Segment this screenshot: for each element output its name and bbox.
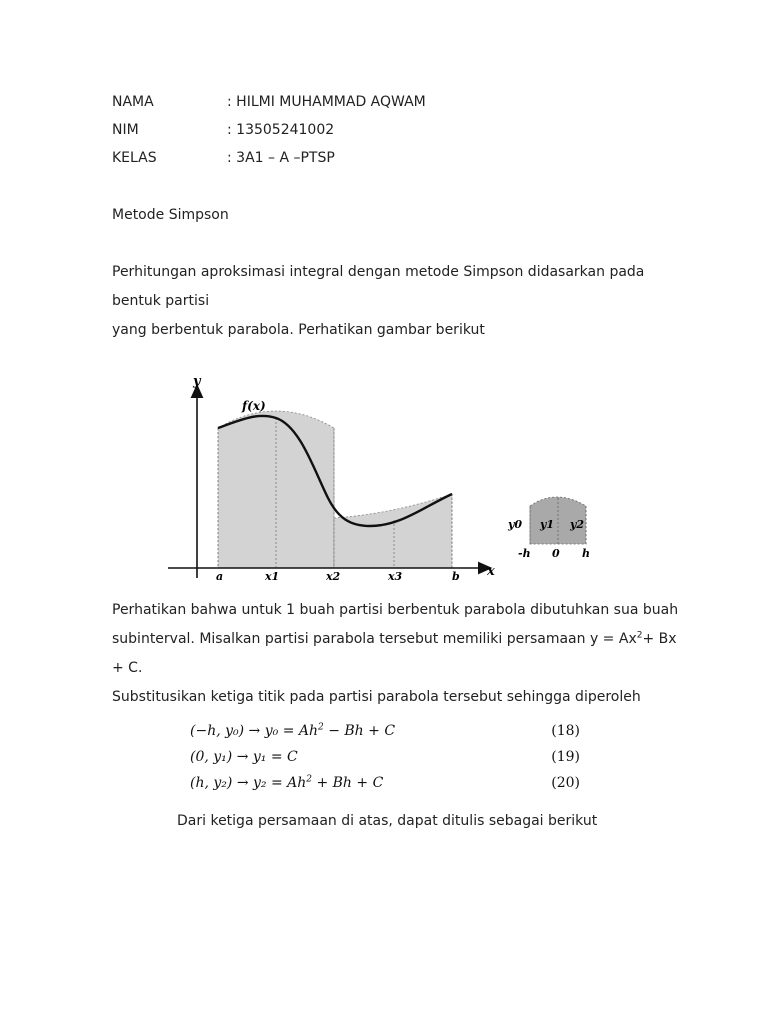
inset-y2: y2 bbox=[570, 518, 585, 531]
intro-line-3: yang berbentuk parabola. Perhatikan gambar berikut bbox=[112, 322, 485, 338]
tick-a: a bbox=[216, 570, 224, 583]
intro-line-2: bentuk partisi bbox=[112, 293, 210, 309]
intro-paragraph bbox=[112, 258, 644, 345]
section-title: Metode Simpson bbox=[112, 207, 229, 223]
curve-label: f(x) bbox=[242, 399, 266, 413]
nama-label: NAMA bbox=[112, 94, 154, 110]
para2-line-1: Perhatikan bahwa untuk 1 buah partisi berbentuk parabola dibutuhkan sua buah bbox=[112, 602, 679, 618]
para2-line-2b: + Bx bbox=[642, 631, 677, 647]
para2-line-3: + C. bbox=[112, 660, 143, 676]
kelas-label: KELAS bbox=[112, 150, 157, 166]
inset-y0: y0 bbox=[508, 518, 523, 531]
equation-20: (h, $y_2) \to y_2 = Ah^2 + Bh + C$ bbox=[190, 774, 384, 791]
inset-y1: y1 bbox=[540, 518, 555, 531]
tick-x3: x3 bbox=[388, 570, 403, 583]
partition-paragraph bbox=[112, 596, 678, 712]
inset-tick-h: h bbox=[582, 547, 590, 560]
closing-sentence: Dari ketiga persamaan di atas, dapat ditulis sebagai berikut bbox=[177, 813, 598, 829]
para2-line-2a: subinterval. Misalkan partisi parabola tersebut memiliki persamaan y = Ax bbox=[112, 631, 637, 647]
nim-label: NIM bbox=[112, 122, 139, 138]
equation-19: (0, y₁) → y₁ = C bbox=[190, 749, 298, 765]
equation-number-20: (20) bbox=[551, 775, 580, 791]
equation-number-18: (18) bbox=[551, 723, 580, 739]
equation-row-20 bbox=[190, 775, 580, 797]
equation-row-18 bbox=[190, 723, 580, 745]
tick-b: b bbox=[452, 570, 460, 583]
para2-line-4: Substitusikan ketiga titik pada partisi parabola tersebut sehingga diperoleh bbox=[112, 689, 641, 705]
kelas-value: : 3A1 – A –PTSP bbox=[227, 150, 335, 166]
nim-value: : 13505241002 bbox=[227, 122, 335, 138]
simpson-figure bbox=[160, 370, 760, 600]
x-axis-label: x bbox=[487, 564, 495, 579]
tick-x2: x2 bbox=[326, 570, 341, 583]
header-block bbox=[112, 94, 512, 184]
nama-value: : HILMI MUHAMMAD AQWAM bbox=[227, 94, 426, 110]
intro-line-1: Perhitungan aproksimasi integral dengan metode Simpson didasarkan pada bbox=[112, 264, 645, 280]
para2-line-2 bbox=[112, 625, 678, 654]
equation-row-19 bbox=[190, 749, 580, 771]
inset-tick-neg-h: -h bbox=[518, 547, 531, 560]
para2-exponent: 2 bbox=[636, 630, 643, 641]
equation-number-19: (19) bbox=[551, 749, 580, 765]
inset-tick-zero: 0 bbox=[552, 547, 560, 560]
tick-x1: x1 bbox=[265, 570, 280, 583]
partition-region-2 bbox=[334, 494, 452, 568]
equation-18: (−h, $y_0) \to y_0 = Ah^2 - Bh + C$ bbox=[190, 722, 396, 739]
y-axis-label: y bbox=[193, 374, 201, 389]
